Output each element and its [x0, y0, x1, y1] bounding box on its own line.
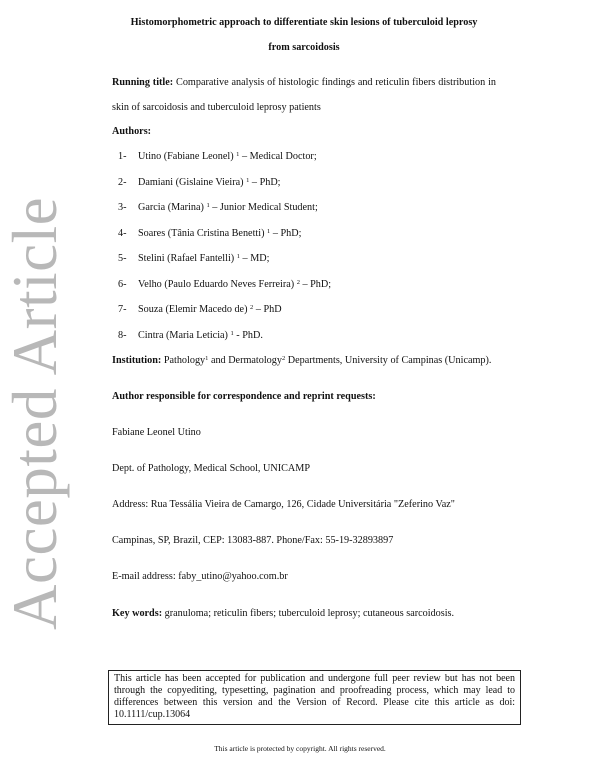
author-role: – PhD;	[270, 227, 302, 239]
author-name: Velho (Paulo Eduardo Neves Ferreira)	[138, 278, 295, 290]
correspondence-dept: Dept. of Pathology, Medical School, UNICAMP	[112, 463, 310, 474]
accepted-notice-box: This article has been accepted for publication and undergone full peer review but has not been through the copyediting, typesetting, pagination and proofreading process, which may lead to differences between this version and the Version of Record. Please cite this article as doi: 10.1111/cup.13064	[108, 670, 521, 725]
correspondence-address: Address: Rua Tessália Vieira de Camargo, 126, Cidade Universitária "Zeferino Vaz"	[112, 499, 455, 510]
author-affiliation: 1	[246, 176, 250, 184]
copyright-footer: This article is protected by copyright. All rights reserved.	[214, 744, 386, 753]
accepted-article-watermark: Accepted Article	[0, 196, 70, 630]
author-affiliation: 1	[206, 202, 210, 209]
author-name: Souza (Elemir Macedo de)	[138, 304, 248, 315]
author-item	[112, 246, 496, 272]
author-affiliation: 1	[230, 329, 234, 337]
paper-title	[112, 10, 496, 60]
author-role: – PhD;	[299, 278, 332, 290]
author-name: Damiani (Gislaine Vieira)	[138, 176, 244, 188]
correspondence-heading: Author responsible for correspondence and reprint requests:	[112, 391, 376, 402]
author-name: Soares (Tânia Cristina Benetti)	[138, 227, 265, 239]
author-affiliation: 1	[236, 151, 240, 158]
author-affiliation: 2	[296, 278, 300, 286]
authors-list	[112, 144, 496, 348]
author-name: Cintra (Maria Leticia)	[138, 329, 228, 341]
running-title-label: Running title:	[112, 77, 174, 88]
author-item	[112, 297, 496, 323]
author-role: - PhD.	[233, 329, 263, 341]
institution	[112, 348, 496, 373]
author-name: Stelini (Rafael Fantelli)	[138, 253, 235, 264]
correspondence-name: Fabiane Leonel Utino	[112, 427, 201, 438]
author-number: 7-	[118, 304, 127, 315]
author-affiliation: 1	[267, 227, 271, 235]
institution-sup-2: 2	[281, 355, 286, 362]
author-item	[112, 221, 496, 247]
institution-part-2: and Dermatology	[208, 355, 282, 366]
author-role: – Medical Doctor;	[239, 151, 317, 162]
paper-title-line-1: Histomorphometric approach to differentiate skin lesions of tuberculoid leprosy	[130, 17, 478, 28]
institution-part-1: Pathology	[163, 355, 206, 366]
author-item	[112, 323, 496, 349]
author-name: Garcia (Marina)	[138, 202, 204, 213]
paper-title-line-2: from sarcoidosis	[268, 42, 340, 53]
author-name: Utino (Fabiane Leonel)	[138, 151, 234, 162]
author-role: – Junior Medical Student;	[209, 202, 318, 213]
author-role: – PhD;	[249, 176, 281, 188]
author-item	[112, 272, 496, 298]
document-body	[112, 10, 496, 621]
keywords-text: granuloma; reticulin fibers; tuberculoid leprosy; cutaneous sarcoidosis.	[164, 608, 455, 619]
author-item	[112, 195, 496, 221]
author-item	[112, 144, 496, 170]
author-number: 4-	[118, 227, 127, 239]
keywords	[112, 607, 496, 621]
author-affiliation: 1	[236, 253, 240, 260]
institution-sup-1: 1	[205, 355, 209, 362]
institution-part-3: Departments, University of Campinas (Unicamp).	[285, 355, 492, 366]
author-role: – PhD	[253, 304, 282, 315]
correspondence-city: Campinas, SP, Brazil, CEP: 13083-887. Phone/Fax: 55-19-32893897	[112, 535, 394, 546]
authors-heading: Authors:	[112, 126, 152, 137]
author-role: – MD;	[240, 253, 270, 264]
institution-label: Institution:	[112, 355, 162, 366]
author-number: 5-	[118, 253, 127, 264]
author-item	[112, 170, 496, 196]
author-number: 3-	[118, 202, 127, 213]
author-number: 2-	[118, 176, 127, 188]
running-title	[112, 70, 496, 120]
author-affiliation: 2	[250, 304, 254, 311]
running-title-text: Comparative analysis of histologic findings and reticulin fibers distribution in skin of sarcoidosis and tuberculoid leprosy patients	[112, 77, 496, 113]
keywords-label: Key words:	[112, 608, 163, 619]
correspondence-email: E-mail address: faby_utino@yahoo.com.br	[112, 571, 288, 582]
author-number: 6-	[118, 278, 127, 290]
author-number: 8-	[118, 329, 127, 341]
author-number: 1-	[118, 151, 127, 162]
